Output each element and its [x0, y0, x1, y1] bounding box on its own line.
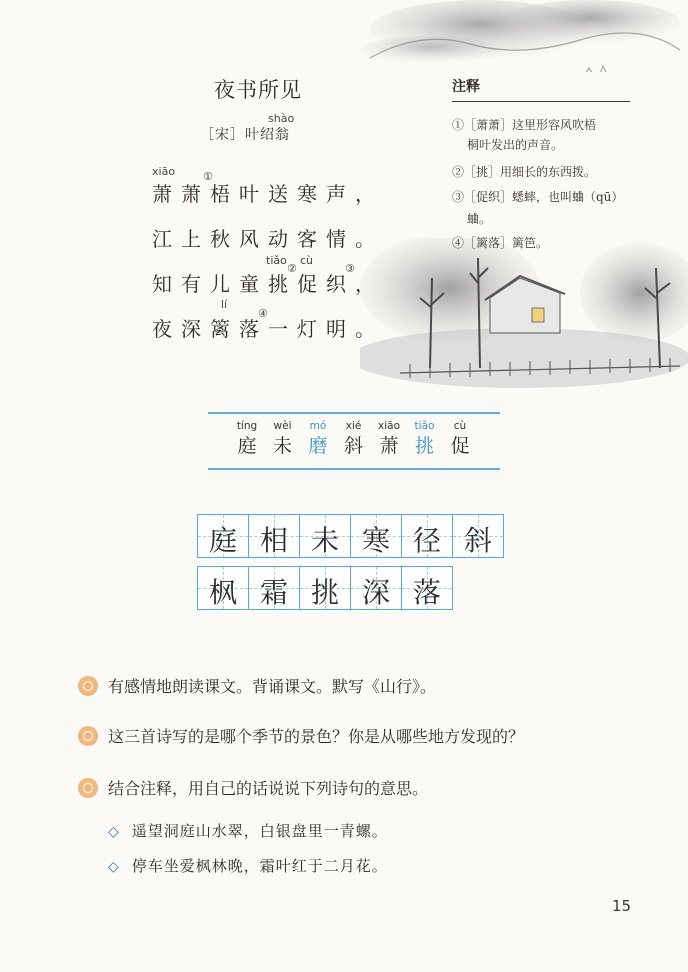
- note-item: 桐叶发出的声音。: [467, 138, 564, 152]
- grid-cell: [299, 514, 351, 558]
- pronunciation-item: [407, 420, 443, 458]
- grid-cell: [350, 514, 402, 558]
- exercise-line-text: 停车坐爱枫林晚，霜叶红于二月花。: [131, 857, 388, 875]
- footnote-mark: ①: [203, 170, 213, 183]
- grid-cell: [197, 566, 249, 610]
- grid-cell: [350, 566, 402, 610]
- grid-character: 枫: [208, 576, 237, 609]
- pronunciation-pinyin: xiāo: [378, 420, 400, 432]
- pronunciation-pinyin: mó: [309, 420, 327, 432]
- grid-cell: [197, 514, 249, 558]
- notes-divider: [452, 101, 630, 102]
- diamond-icon: ◇: [108, 859, 120, 875]
- grid-cell: [299, 566, 351, 610]
- grid-cell: [401, 566, 453, 610]
- pronunciation-char: 挑: [414, 435, 434, 457]
- pronunciation-char: 促: [450, 435, 470, 457]
- note-item: ④［篱落］篱笆。: [452, 236, 549, 250]
- footnote-mark: ④: [258, 307, 268, 320]
- footnote-mark: ③: [345, 262, 355, 275]
- pronunciation-item: [371, 420, 407, 458]
- grid-cell: [452, 514, 504, 558]
- grid-character: 径: [412, 524, 441, 557]
- note-item: ②［挑］用细长的东西拨。: [452, 165, 597, 179]
- grid-character: 未: [310, 524, 339, 557]
- grid-character: 斜: [463, 524, 492, 557]
- pinyin-annotation: xiāo: [152, 165, 176, 178]
- exercise-bullet-icon: [78, 676, 98, 696]
- pronunciation-char: 斜: [343, 435, 363, 457]
- pronunciation-item: [336, 420, 372, 458]
- grid-character: 庭: [208, 524, 237, 557]
- grid-character: 相: [259, 524, 288, 557]
- pronunciation-char: 庭: [237, 435, 257, 457]
- pronunciation-item: [300, 420, 336, 458]
- poem-author: ［宋］叶绍翁: [200, 127, 290, 143]
- ink-mountain-illustration: [360, 0, 688, 72]
- poem-line-2: 江上秋风动客情。: [152, 227, 384, 251]
- poem-line-4: 夜深篱落一灯明。: [152, 317, 384, 341]
- pronunciation-pinyin: tiǎo: [414, 420, 435, 432]
- exercise-bullet-icon: [78, 726, 98, 746]
- ink-house-illustration: [360, 238, 688, 398]
- poem-line-3: 知有儿童挑促织，: [152, 272, 384, 296]
- grid-cell: [401, 514, 453, 558]
- note-item: ①［萧萧］这里形容风吹梧: [452, 118, 597, 132]
- grid-cell: [248, 514, 300, 558]
- exercise-line-1: [108, 820, 388, 841]
- poem-line-1: 萧萧梧叶送寒声，: [152, 182, 384, 206]
- pinyin-annotation: tiǎo: [266, 254, 287, 267]
- pronunciation-item: [442, 420, 478, 458]
- exercise-line-text: 遥望洞庭山水翠，白银盘里一青螺。: [131, 822, 388, 840]
- pinyin-annotation: lí: [221, 298, 228, 311]
- note-item: 蛐。: [467, 212, 492, 226]
- grid-cell: [248, 566, 300, 610]
- pronunciation-char: 未: [272, 435, 292, 457]
- grid-character: 霜: [259, 576, 288, 609]
- author-pinyin: shào: [268, 112, 295, 125]
- exercise-1: 有感情地朗读课文。背诵课文。默写《山行》。: [108, 679, 437, 696]
- pronunciation-pinyin: wèi: [273, 420, 292, 432]
- diamond-icon: ◇: [108, 824, 120, 840]
- pinyin-annotation: cù: [300, 254, 314, 267]
- strip-bottom-rule: [208, 468, 500, 470]
- poem-title: 夜书所见: [214, 78, 302, 102]
- exercise-line-2: [108, 855, 388, 876]
- page-number: 15: [612, 897, 632, 915]
- pronunciation-item: [265, 420, 301, 458]
- pronunciation-item: [229, 420, 265, 458]
- exercise-bullet-icon: [78, 778, 98, 798]
- footnote-mark: ②: [287, 262, 297, 275]
- notes-title: 注释: [452, 79, 480, 95]
- pronunciation-pinyin: xié: [345, 420, 362, 432]
- strip-top-rule: [208, 412, 500, 414]
- pronunciation-pinyin: tíng: [236, 420, 258, 432]
- pronunciation-char: 萧: [379, 435, 399, 457]
- pronunciation-pinyin: cù: [453, 420, 467, 432]
- note-item: ③［促织］蟋蟀，也叫蛐（qū）: [452, 190, 624, 204]
- pronunciation-char: 磨: [308, 435, 328, 457]
- exercise-3: 结合注释，用自己的话说说下列诗句的意思。: [108, 781, 429, 798]
- exercise-2: 这三首诗写的是哪个季节的景色？你是从哪些地方发现的？: [108, 729, 525, 746]
- grid-character: 挑: [310, 576, 339, 609]
- grid-character: 落: [412, 576, 441, 609]
- grid-character: 寒: [361, 524, 390, 557]
- grid-character: 深: [361, 576, 390, 609]
